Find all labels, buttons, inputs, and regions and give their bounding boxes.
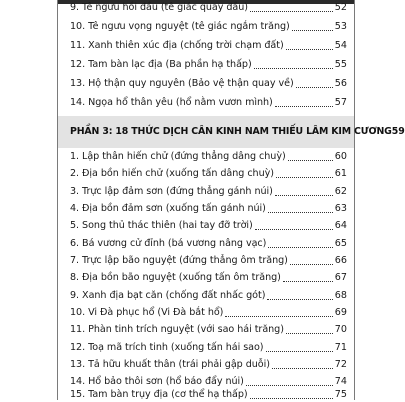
dot-leader xyxy=(225,316,332,317)
toc-entry-title: 8. Địa bồn bão nguyệt (xuống tấn ôm trăng) xyxy=(70,272,281,283)
toc-entry[interactable] xyxy=(70,375,347,389)
dot-leader xyxy=(267,299,332,300)
dot-leader xyxy=(290,264,333,265)
dot-leader xyxy=(286,49,333,50)
toc-entry-page: 72 xyxy=(334,359,347,370)
toc-entry-title: 1. Lập thân hiến chử (đứng thẳng dâng chuỳ) xyxy=(70,151,286,162)
section-heading[interactable] xyxy=(70,125,405,139)
dot-leader xyxy=(266,351,333,352)
toc-entry-page: 62 xyxy=(334,186,347,197)
toc-entry-title: 11. Xanh thiên xúc địa (chống trời chạm đất) xyxy=(70,40,284,51)
dot-leader xyxy=(276,177,333,178)
toc-entry[interactable] xyxy=(70,271,347,285)
toc-entry-title: 13. Hộ thận quy nguyên (Bảo vệ thận quay về) xyxy=(70,78,294,89)
book-page xyxy=(57,0,405,400)
toc-entry-page: 65 xyxy=(334,238,347,249)
toc-entry[interactable] xyxy=(70,202,347,216)
dot-leader xyxy=(255,229,333,230)
dot-leader xyxy=(292,30,333,31)
dot-leader xyxy=(296,87,333,88)
toc-entry-title: 7. Trực lập bão nguyệt (đứng thẳng ôm trăng) xyxy=(70,255,288,266)
toc-entry[interactable] xyxy=(70,20,347,34)
dot-leader xyxy=(275,195,333,196)
toc-entry-page: 61 xyxy=(334,168,347,179)
toc-entry-title: 14. Ngọa hổ thân yêu (hổ nằm vươn mình) xyxy=(70,97,273,108)
toc-entry-title: 12. Tam bàn lạc địa (Ba phần hạ thấp) xyxy=(70,59,252,70)
dot-leader xyxy=(254,68,333,69)
dot-leader xyxy=(288,160,333,161)
toc-entry-page: 68 xyxy=(334,290,347,301)
dot-leader xyxy=(272,368,333,369)
toc-entry[interactable] xyxy=(70,289,347,303)
toc-entry-page: 54 xyxy=(334,40,347,51)
toc-entry[interactable] xyxy=(70,358,347,372)
toc-entry-page: 67 xyxy=(334,272,347,283)
toc-entry[interactable] xyxy=(70,185,347,199)
toc-entry-page: 55 xyxy=(334,59,347,70)
toc-entry-title: 10. Tê ngưu vọng nguyệt (tê giác ngắm trăng) xyxy=(70,21,290,32)
toc-entry-title: 12. Toạ mã trích tinh (xuống tấn hái sao) xyxy=(70,342,264,353)
dot-leader xyxy=(286,333,333,334)
toc-entry[interactable] xyxy=(70,237,347,251)
toc-entry[interactable] xyxy=(70,167,347,181)
toc-entry-page: 57 xyxy=(334,97,347,108)
toc-entry-page: 63 xyxy=(334,203,347,214)
dot-leader xyxy=(250,11,333,12)
toc-entry-page: 60 xyxy=(334,151,347,162)
toc-entry-title: 5. Song thủ thác thiên (hai tay đỡ trời) xyxy=(70,220,253,231)
toc-entry[interactable] xyxy=(70,58,347,72)
toc-entry[interactable] xyxy=(70,219,347,233)
dot-leader xyxy=(275,106,333,107)
toc-entry-title: 4. Địa bồn đảm sơn (xuống tấn gánh núi) xyxy=(70,203,266,214)
toc-entry-title: 2. Địa bồn hiến chử (xuống tấn dâng chuỳ) xyxy=(70,168,274,179)
toc-entry[interactable] xyxy=(70,341,347,355)
toc-entry[interactable] xyxy=(70,150,347,164)
toc-entry-page: 64 xyxy=(334,220,347,231)
toc-entry-page: 71 xyxy=(334,342,347,353)
dot-leader xyxy=(268,212,333,213)
toc-entry-title: 6. Bá vương cử đỉnh (bá vương nâng vạc) xyxy=(70,238,267,249)
toc-entry[interactable] xyxy=(70,306,347,320)
dot-leader xyxy=(268,247,332,248)
toc-entry-title: 3. Trực lập đảm sơn (đứng thẳng gánh núi) xyxy=(70,186,273,197)
toc-entry[interactable] xyxy=(70,323,347,337)
dot-leader xyxy=(246,385,333,386)
toc-entry-page: 56 xyxy=(334,78,347,89)
toc-entry[interactable] xyxy=(70,254,347,268)
toc-entry-page: 66 xyxy=(334,255,347,266)
toc-entry-page: 70 xyxy=(334,324,347,335)
toc-entry[interactable] xyxy=(70,388,347,402)
toc-entry-title: 10. Vi Đà phục hổ (Vi Đà bắt hổ) xyxy=(70,307,224,318)
dot-leader xyxy=(283,281,333,282)
toc-entry-title: 13. Tả hữu khuất thân (trái phải gập duỗi) xyxy=(70,359,270,370)
toc-entry-page: 53 xyxy=(334,21,347,32)
toc-entry-title: 14. Hổ bảo thôi sơn (hổ báo đẩy núi) xyxy=(70,376,244,387)
toc-entry-page: 69 xyxy=(334,307,347,318)
toc-entry[interactable] xyxy=(70,1,347,15)
toc-entry-page: 52 xyxy=(334,2,347,13)
toc-entry-title: 11. Phàn tinh trích nguyệt (với sao hái trăng) xyxy=(70,324,284,335)
toc-entry-page: 74 xyxy=(334,376,347,387)
section-heading-title: PHẦN 3: 18 THỨC DỊCH CÂN KINH NAM THIẾU LÂM KIM CƯƠNG xyxy=(70,126,392,137)
dot-leader xyxy=(250,398,333,399)
toc-entry-title: 9. Xanh địa bạt căn (chống đất nhấc gót) xyxy=(70,290,266,301)
toc-entry[interactable] xyxy=(70,77,347,91)
toc-entry[interactable] xyxy=(70,39,347,53)
toc-entry-title: 9. Tê ngưu hồi đầu (tê giác quay đầu) xyxy=(70,2,248,13)
section-heading-page: 59 xyxy=(391,126,405,137)
toc-entry-page: 75 xyxy=(334,389,347,400)
toc-entry-title: 15. Tam bàn trụy địa (cơ thể hạ thấp) xyxy=(70,389,248,400)
toc-entry[interactable] xyxy=(70,96,347,110)
